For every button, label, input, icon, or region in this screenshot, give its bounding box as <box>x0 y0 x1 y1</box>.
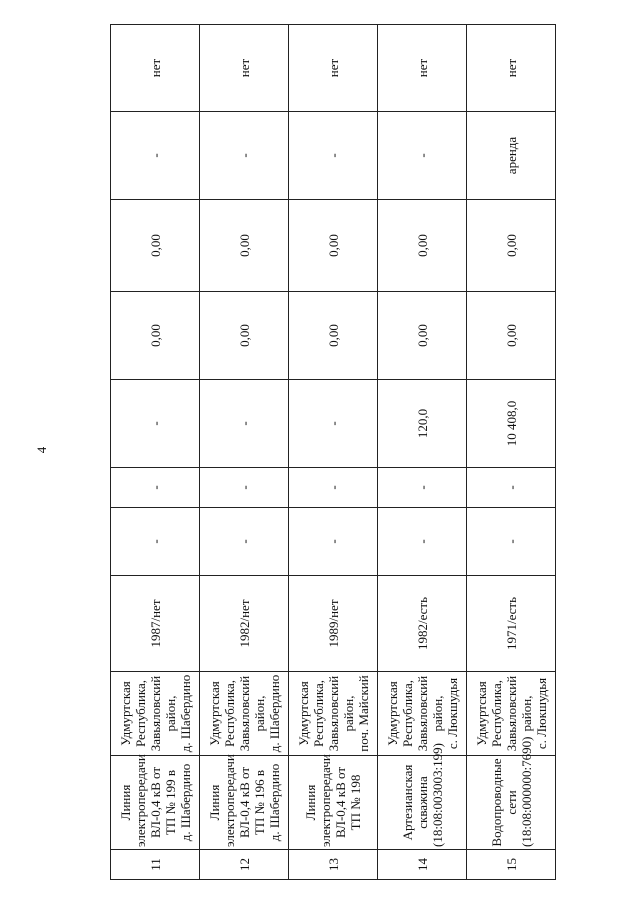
cell-line: д. Шабердино <box>177 674 193 753</box>
row-number-cell <box>467 850 556 880</box>
column-6-cell <box>200 468 289 508</box>
cell-line: Республика, <box>132 679 148 748</box>
cell-line: электропередачи <box>132 754 148 847</box>
cell-value: 0,00 <box>325 234 341 257</box>
cell-line: Республика, <box>488 679 504 748</box>
column-5-cell <box>111 508 200 576</box>
cell-line: район, <box>162 695 178 732</box>
restriction-cell <box>289 25 378 112</box>
cell-value: - <box>236 153 252 158</box>
cell-value: - <box>236 485 252 490</box>
residual-value-cell <box>200 200 289 292</box>
cell-line: Завьяловский <box>503 675 519 752</box>
cell-value: - <box>325 485 341 490</box>
row-number-cell <box>200 850 289 880</box>
restriction-cell <box>200 25 289 112</box>
cell-value: - <box>147 153 163 158</box>
cell-value: нет <box>414 58 430 78</box>
cell-value: 10 408,0 <box>503 400 519 447</box>
cell-value: 0,00 <box>236 324 252 347</box>
cell-value: - <box>147 539 163 544</box>
object-name-cell <box>378 743 467 850</box>
cell-line: ТП № 199 в <box>162 769 178 836</box>
address-cell <box>378 672 467 756</box>
cell-value: 0,00 <box>147 234 163 257</box>
year-registration-cell <box>378 576 467 672</box>
cell-line: Удмуртская <box>384 681 400 746</box>
cell-value: 1987/нет <box>147 599 163 648</box>
cell-value: - <box>503 539 519 544</box>
cell-line: электропередачи <box>221 754 237 847</box>
year-registration-cell <box>467 576 556 672</box>
cell-value: - <box>325 153 341 158</box>
object-name-cell <box>111 756 200 850</box>
table-row <box>378 25 467 880</box>
cell-line: с. Люкшудья <box>533 677 549 750</box>
cell-line: Удмуртская <box>117 681 133 746</box>
restriction-cell <box>378 25 467 112</box>
cell-value: - <box>236 539 252 544</box>
cell-value: - <box>147 485 163 490</box>
cell-value: нет <box>236 58 252 78</box>
year-registration-cell <box>111 576 200 672</box>
cell-line: Линия <box>206 784 222 821</box>
cell-line: район, <box>518 695 534 732</box>
year-registration-cell <box>200 576 289 672</box>
column-6-cell <box>289 468 378 508</box>
cell-line: Завьяловский <box>414 675 430 752</box>
book-value-cell <box>378 292 467 380</box>
cell-value: 15 <box>503 858 519 871</box>
cell-value: - <box>325 539 341 544</box>
cell-line: (18:08:000000:7690) <box>518 736 534 847</box>
column-6-cell <box>467 468 556 508</box>
cell-value: 1982/есть <box>414 596 430 651</box>
cell-value: нет <box>325 58 341 78</box>
restriction-cell <box>111 25 200 112</box>
cell-value: 120,0 <box>414 408 430 439</box>
cell-value: 1982/нет <box>236 599 252 648</box>
cell-value: - <box>414 485 430 490</box>
encumbrance-cell <box>378 112 467 200</box>
cell-value: 11 <box>147 858 163 871</box>
cell-value: 0,00 <box>414 324 430 347</box>
cell-value: 0,00 <box>503 234 519 257</box>
cell-value: 0,00 <box>236 234 252 257</box>
year-registration-cell <box>289 576 378 672</box>
cell-line: электропередачи <box>318 754 333 847</box>
length-area-cell <box>467 380 556 468</box>
encumbrance-cell <box>467 112 556 200</box>
cell-line: д. Шабердино <box>266 763 282 842</box>
encumbrance-cell <box>111 112 200 200</box>
column-5-cell <box>200 508 289 576</box>
cell-line: район, <box>429 695 445 732</box>
length-area-cell <box>200 380 289 468</box>
encumbrance-cell <box>289 112 378 200</box>
cell-value: 13 <box>325 858 341 871</box>
cell-line: ВЛ-0,4 кВ от <box>236 766 252 839</box>
object-name-cell <box>289 756 378 850</box>
address-cell <box>200 672 289 756</box>
object-name-cell <box>467 736 556 850</box>
cell-line: ВЛ-0,4 кВ от <box>333 766 348 839</box>
cell-value: 1971/есть <box>503 596 519 651</box>
table-row <box>289 25 378 880</box>
length-area-cell <box>378 380 467 468</box>
cell-line: д. Шабердино <box>266 674 282 753</box>
row-number-cell <box>378 850 467 880</box>
cell-value: 0,00 <box>147 324 163 347</box>
cell-line: (18:08:003003:199) <box>429 743 445 847</box>
restriction-cell <box>467 25 556 112</box>
address-cell <box>111 672 200 756</box>
book-value-cell <box>200 292 289 380</box>
cell-value: - <box>147 421 163 426</box>
cell-line: скважина <box>414 776 430 829</box>
cell-value: - <box>414 539 430 544</box>
cell-line: район, <box>251 695 267 732</box>
cell-line: Удмуртская <box>295 681 311 746</box>
cell-value: нет <box>147 58 163 78</box>
residual-value-cell <box>289 200 378 292</box>
page-number: 4 <box>34 446 49 454</box>
table-row <box>111 25 200 880</box>
cell-line: поч. Майский <box>355 675 371 752</box>
cell-line: Завьяловский <box>147 675 163 752</box>
cell-line: ТП № 198 <box>348 774 363 831</box>
cell-line: ВЛ-0,4 кВ от <box>147 766 163 839</box>
cell-line: Завьяловский <box>325 675 341 752</box>
cell-value: 0,00 <box>503 324 519 347</box>
address-cell <box>467 672 556 756</box>
row-number-cell <box>289 850 378 880</box>
column-6-cell <box>111 468 200 508</box>
column-5-cell <box>467 508 556 576</box>
cell-line: Республика, <box>221 679 237 748</box>
cell-value: 0,00 <box>414 234 430 257</box>
book-value-cell <box>111 292 200 380</box>
book-value-cell <box>289 292 378 380</box>
cell-line: Республика, <box>310 679 326 748</box>
cell-line: Удмуртская <box>473 681 489 746</box>
cell-line: район, <box>340 695 356 732</box>
row-number-cell <box>111 850 200 880</box>
cell-value: - <box>325 421 341 426</box>
cell-line: с. Люкшудья <box>444 677 460 750</box>
cell-line: Линия <box>117 784 133 821</box>
cell-line: ТП № 196 в <box>251 769 267 836</box>
cell-value: - <box>503 485 519 490</box>
cell-line: Завьяловский <box>236 675 252 752</box>
length-area-cell <box>111 380 200 468</box>
cell-line: Удмуртская <box>206 681 222 746</box>
address-cell <box>289 672 378 756</box>
encumbrance-cell <box>200 112 289 200</box>
cell-value: нет <box>503 58 519 78</box>
column-6-cell <box>378 468 467 508</box>
cell-value: - <box>414 153 430 158</box>
cell-value: 1989/нет <box>325 599 341 648</box>
cell-value: 0,00 <box>325 324 341 347</box>
table-body <box>111 25 556 880</box>
column-5-cell <box>289 508 378 576</box>
cell-line: Республика, <box>399 679 415 748</box>
cell-line: Линия <box>303 784 318 821</box>
cell-line: д. Шабердино <box>177 763 193 842</box>
cell-value: аренда <box>503 136 519 175</box>
table-row <box>200 25 289 880</box>
property-table <box>110 24 556 880</box>
table-row <box>467 25 556 880</box>
object-name-cell <box>200 756 289 850</box>
length-area-cell <box>289 380 378 468</box>
cell-line: Водопроводные сети <box>488 758 519 847</box>
residual-value-cell <box>467 200 556 292</box>
cell-line: Артезианская <box>399 764 415 841</box>
residual-value-cell <box>378 200 467 292</box>
rotated-table-container <box>110 25 547 880</box>
cell-value: - <box>236 421 252 426</box>
column-5-cell <box>378 508 467 576</box>
residual-value-cell <box>111 200 200 292</box>
cell-value: 14 <box>414 858 430 871</box>
cell-value: 12 <box>236 858 252 871</box>
book-value-cell <box>467 292 556 380</box>
